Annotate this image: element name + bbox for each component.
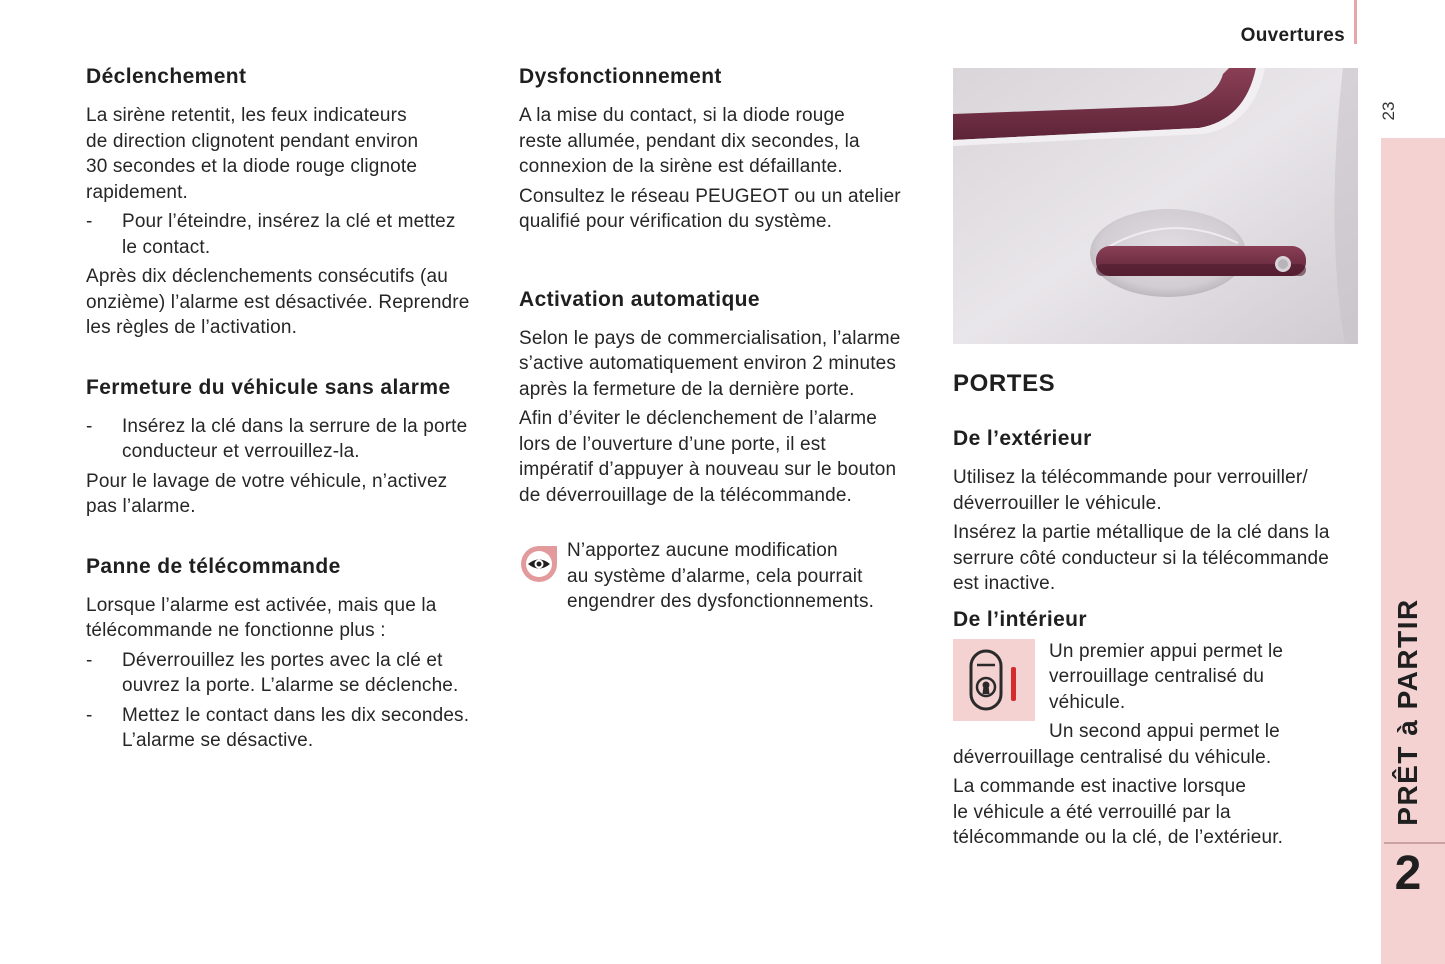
section-dysfonctionnement <box>519 60 929 235</box>
chapter-divider <box>1384 842 1445 844</box>
heading-panne: Panne de télécommande <box>86 554 341 578</box>
warning-text: N’apportez aucune modification au système d’alarme, cela pourrait engendrer des dysfonctionnements. <box>567 540 875 612</box>
page-number: 23 <box>1379 101 1398 121</box>
paragraph: Lorsque l’alarme est activée, mais que la télécommande ne fonctionne plus : <box>86 594 437 641</box>
bullet-text: Mettez le contact dans les dix secondes. L’alarme se désactive. <box>122 704 470 751</box>
bullet-dash: - <box>86 704 93 726</box>
paragraph: Pour le lavage de votre véhicule, n’activez pas l’alarme. <box>86 470 448 517</box>
paragraph: La sirène retentit, les feux indicateurs de direction clignotent pendant environ 30 secondes et la diode rouge clignote rapidement. <box>86 105 419 203</box>
bullet-dash: - <box>86 415 93 437</box>
header-divider <box>1354 0 1357 44</box>
heading-fermeture: Fermeture du véhicule sans alarme <box>86 375 451 399</box>
paragraph: Consultez le réseau PEUGEOT ou un atelier qualifié pour vérification du système. <box>519 185 901 232</box>
section-fermeture <box>86 371 496 520</box>
bullet-item <box>86 414 496 465</box>
heading-interieur: De l’intérieur <box>953 607 1087 631</box>
chapter-number: 2 <box>1394 847 1422 900</box>
lock-block <box>953 639 1358 851</box>
warning-note <box>519 538 929 619</box>
paragraph: Insérez la partie métallique de la clé dans la serrure côté conducteur si la télécommande est inactive. <box>953 522 1330 594</box>
door-handle-photo <box>953 68 1358 344</box>
bullet-text: Insérez la clé dans la serrure de la porte conducteur et verrouillez-la. <box>122 415 468 462</box>
bullet-item <box>86 648 496 699</box>
paragraph: La commande est inactive lorsque le véhicule a été verrouillé par la télécommande ou la clé, de l’extérieur. <box>953 776 1284 848</box>
heading-exterieur: De l’extérieur <box>953 427 1092 450</box>
column-right <box>953 68 1358 855</box>
heading-activation: Activation automatique <box>519 287 760 311</box>
section-activation <box>519 283 929 509</box>
heading-declenchement: Déclenchement <box>86 65 247 88</box>
paragraph: Utilisez la télécommande pour verrouiller/ déverrouiller le véhicule. <box>953 467 1308 514</box>
bullet-dash: - <box>86 211 93 232</box>
section-declenchement <box>86 60 496 341</box>
heading-dysfonctionnement: Dysfonctionnement <box>519 65 722 88</box>
column-left <box>86 60 496 758</box>
paragraph: Afin d’éviter le déclenchement de l’alarme lors de l’ouverture d’une porte, il est impératif d’appuyer à nouveau sur le bouton de déverrouillage de la télécommande. <box>519 408 897 506</box>
bullet-text: Déverrouillez les portes avec la clé et ouvrez la porte. L’alarme se déclenche. <box>122 649 459 696</box>
paragraph: déverrouillage centralisé du véhicule. <box>953 746 1272 768</box>
section-interieur <box>953 603 1358 851</box>
bullet-text: Pour l’éteindre, insérez la clé et mettez le contact. <box>122 211 456 258</box>
chapter-title: PRÊT à PARTIR <box>1392 598 1423 826</box>
column-middle <box>519 60 929 619</box>
section-header: Ouvertures <box>1240 25 1345 46</box>
paragraph: Un second appui permet le <box>1049 721 1280 742</box>
section-panne <box>86 550 496 754</box>
section-exterieur <box>953 422 1358 597</box>
paragraph: Un premier appui permet le verrouillage centralisé du véhicule. <box>1049 640 1284 713</box>
eye-warning-icon <box>519 538 567 619</box>
paragraph: A la mise du contact, si la diode rouge reste allumée, pendant dix secondes, la connexion de la sirène est défaillante. <box>519 105 860 177</box>
heading-portes: PORTES <box>953 370 1056 397</box>
paragraph: Après dix déclenchements consécutifs (au onzième) l’alarme est désactivée. Reprendre les règles de l’activation. <box>86 266 470 338</box>
bullet-dash: - <box>86 649 93 671</box>
paragraph: Selon le pays de commercialisation, l’alarme s’active automatiquement environ 2 minutes après la fermeture de la dernière porte. <box>519 327 901 400</box>
bullet-item <box>86 703 496 754</box>
bullet-item <box>86 209 496 260</box>
central-lock-icon <box>953 639 1035 721</box>
